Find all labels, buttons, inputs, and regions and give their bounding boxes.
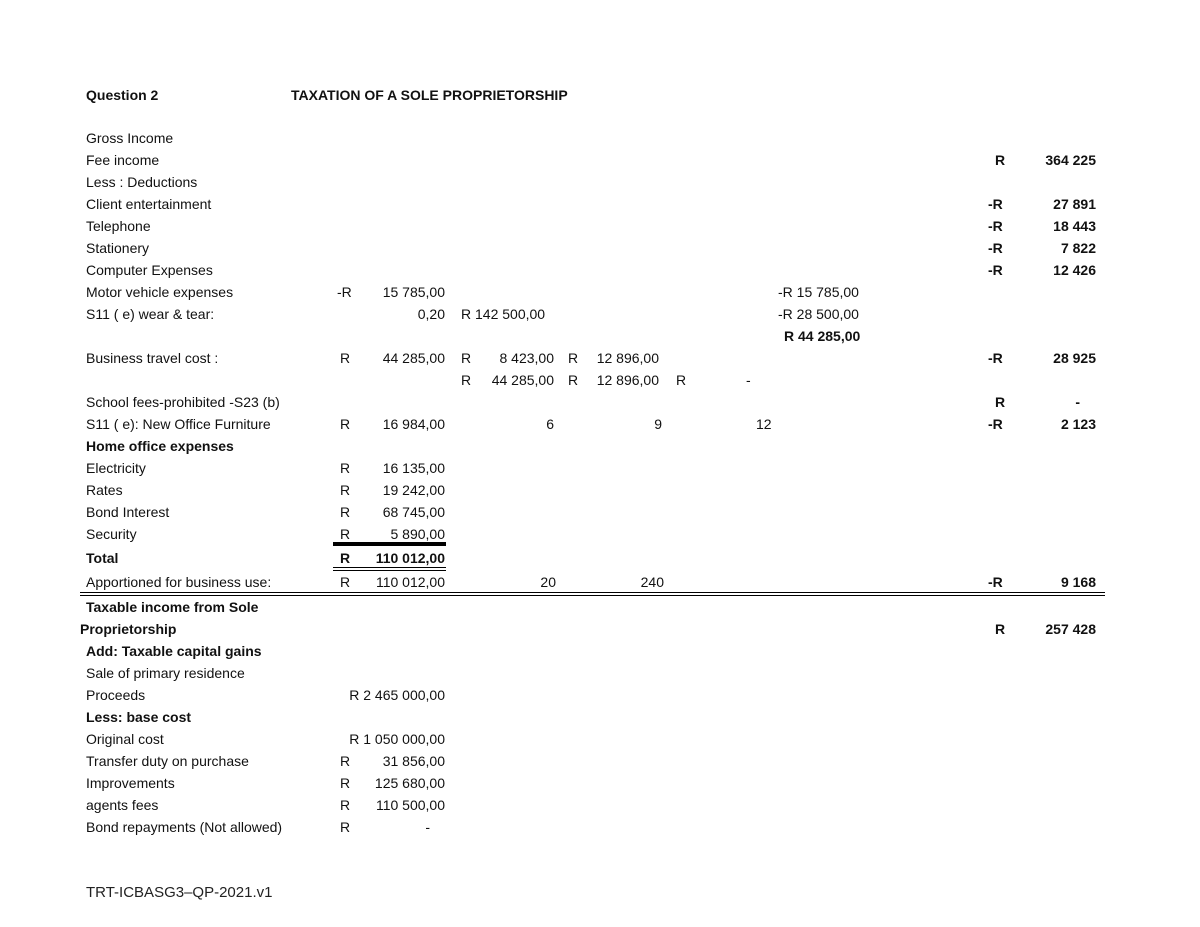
- gross-income-label: Gross Income: [86, 130, 174, 146]
- electricity-label: Electricity: [86, 460, 146, 476]
- stationery-label: Stationery: [86, 240, 150, 256]
- office-furniture-currency: R: [340, 416, 351, 432]
- fee-income-label: Fee income: [86, 152, 160, 168]
- stationery-value: 7 822: [1060, 240, 1096, 256]
- fee-income-value: 364 225: [1045, 152, 1096, 168]
- rates-label: Rates: [86, 482, 123, 498]
- sale-primary-residence-label: Sale of primary residence: [86, 665, 245, 681]
- total-value: 110 012,00: [375, 550, 445, 566]
- school-fees-label: School fees-prohibited -S23 (b): [86, 394, 280, 410]
- wear-tear-rate: 0,20: [417, 306, 445, 322]
- total-bottom-rule-2: [333, 570, 446, 571]
- less-deductions-label: Less : Deductions: [86, 174, 198, 190]
- office-furniture-months-used: 9: [654, 416, 662, 432]
- rates-currency: R: [340, 482, 351, 498]
- office-furniture-months-total: 12: [756, 416, 772, 432]
- original-cost-value: R 1 050 000,00: [349, 731, 445, 747]
- bond-repayments-currency: R: [340, 819, 351, 835]
- taxable-income-value: 257 428: [1045, 621, 1096, 637]
- original-cost-label: Original cost: [86, 731, 164, 747]
- business-travel2-c2-value: 44 285,00: [491, 372, 554, 388]
- apportioned-amount: 110 012,00: [375, 574, 445, 590]
- business-travel-amount: 44 285,00: [382, 350, 445, 366]
- fee-income-currency: R: [995, 152, 1006, 168]
- apportioned-total-sqm: 240: [640, 574, 664, 590]
- total-label: Total: [86, 550, 119, 566]
- motor-vehicle-amount: 15 785,00: [382, 284, 445, 300]
- page-title: TAXATION OF A SOLE PROPRIETORSHIP: [291, 87, 568, 103]
- business-travel2-c2-currency: R: [461, 372, 472, 388]
- taxable-income-label-line1: Taxable income from Sole: [86, 599, 259, 615]
- bond-repayments-value: -: [425, 819, 430, 835]
- office-furniture-amount: 16 984,00: [382, 416, 445, 432]
- security-currency: R: [340, 526, 351, 542]
- question-number: Question 2: [86, 87, 159, 103]
- transfer-duty-label: Transfer duty on purchase: [86, 753, 249, 769]
- computer-expenses-value: 12 426: [1053, 262, 1096, 278]
- improvements-currency: R: [340, 775, 351, 791]
- business-travel-label: Business travel cost :: [86, 350, 219, 366]
- motor-vehicle-label: Motor vehicle expenses: [86, 284, 234, 300]
- business-travel2-c3-currency: R: [568, 372, 579, 388]
- bond-interest-label: Bond Interest: [86, 504, 170, 520]
- business-travel-c2-currency: R: [461, 350, 472, 366]
- security-value: 5 890,00: [390, 526, 445, 542]
- apportioned-total-currency: -R: [988, 574, 1003, 590]
- section-rule-2: [80, 595, 1105, 596]
- computer-expenses-label: Computer Expenses: [86, 262, 213, 278]
- wear-tear-label: S11 ( e) wear & tear:: [86, 306, 215, 322]
- electricity-currency: R: [340, 460, 351, 476]
- business-travel-c3-currency: R: [568, 350, 579, 366]
- office-furniture-label: S11 ( e): New Office Furniture: [86, 416, 271, 432]
- proceeds-label: Proceeds: [86, 687, 146, 703]
- telephone-label: Telephone: [86, 218, 151, 234]
- wear-tear-cost: R 142 500,00: [461, 306, 546, 322]
- bond-repayments-label: Bond repayments (Not allowed): [86, 819, 283, 835]
- total-bottom-rule-1: [333, 567, 446, 568]
- bond-interest-currency: R: [340, 504, 351, 520]
- business-travel2-c4-currency: R: [676, 372, 687, 388]
- business-travel2-c3-value: 12 896,00: [596, 372, 659, 388]
- school-fees-currency: R: [995, 394, 1006, 410]
- improvements-label: Improvements: [86, 775, 175, 791]
- business-travel-total-currency: -R: [988, 350, 1003, 366]
- transfer-duty-value: 31 856,00: [382, 753, 445, 769]
- home-office-heading: Home office expenses: [86, 438, 234, 454]
- motor-vehicle-currency: -R: [337, 284, 352, 300]
- apportioned-label: Apportioned for business use:: [86, 574, 272, 590]
- total-top-rule: [333, 542, 446, 546]
- rates-value: 19 242,00: [382, 482, 445, 498]
- client-entertainment-label: Client entertainment: [86, 196, 212, 212]
- computer-expenses-currency: -R: [988, 262, 1003, 278]
- taxable-income-currency: R: [995, 621, 1006, 637]
- less-base-cost-heading: Less: base cost: [86, 709, 192, 725]
- apportioned-total-value: 9 168: [1060, 574, 1096, 590]
- bond-interest-value: 68 745,00: [382, 504, 445, 520]
- client-entertainment-value: 27 891: [1053, 196, 1096, 212]
- client-entertainment-currency: -R: [988, 196, 1003, 212]
- business-travel2-dash: -: [746, 372, 751, 388]
- total-currency: R: [340, 550, 351, 566]
- transfer-duty-currency: R: [340, 753, 351, 769]
- business-travel-total-value: 28 925: [1053, 350, 1096, 366]
- improvements-value: 125 680,00: [374, 775, 445, 791]
- office-furniture-months: 6: [546, 416, 554, 432]
- business-travel-c2-value: 8 423,00: [499, 350, 554, 366]
- agents-fees-label: agents fees: [86, 797, 159, 813]
- stationery-currency: -R: [988, 240, 1003, 256]
- apportioned-currency: R: [340, 574, 351, 590]
- business-travel-c3-value: 12 896,00: [596, 350, 659, 366]
- electricity-value: 16 135,00: [382, 460, 445, 476]
- school-fees-value: -: [1075, 394, 1080, 410]
- apportioned-business-sqm: 20: [540, 574, 556, 590]
- telephone-value: 18 443: [1053, 218, 1096, 234]
- motor-vehicle-total: -R 15 785,00: [778, 284, 859, 300]
- security-label: Security: [86, 526, 137, 542]
- taxable-income-label-line2: Proprietorship: [80, 621, 177, 637]
- agents-fees-value: 110 500,00: [375, 797, 445, 813]
- proceeds-value: R 2 465 000,00: [349, 687, 445, 703]
- motor-subtotal: R 44 285,00: [784, 328, 861, 344]
- business-travel-currency: R: [340, 350, 351, 366]
- document-footer-code: TRT-ICBASG3–QP-2021.v1: [86, 884, 273, 901]
- wear-tear-total: -R 28 500,00: [778, 306, 859, 322]
- office-furniture-total-currency: -R: [988, 416, 1003, 432]
- telephone-currency: -R: [988, 218, 1003, 234]
- office-furniture-total-value: 2 123: [1060, 416, 1096, 432]
- section-rule-1: [80, 592, 1105, 593]
- add-capital-gains-heading: Add: Taxable capital gains: [86, 643, 262, 659]
- agents-fees-currency: R: [340, 797, 351, 813]
